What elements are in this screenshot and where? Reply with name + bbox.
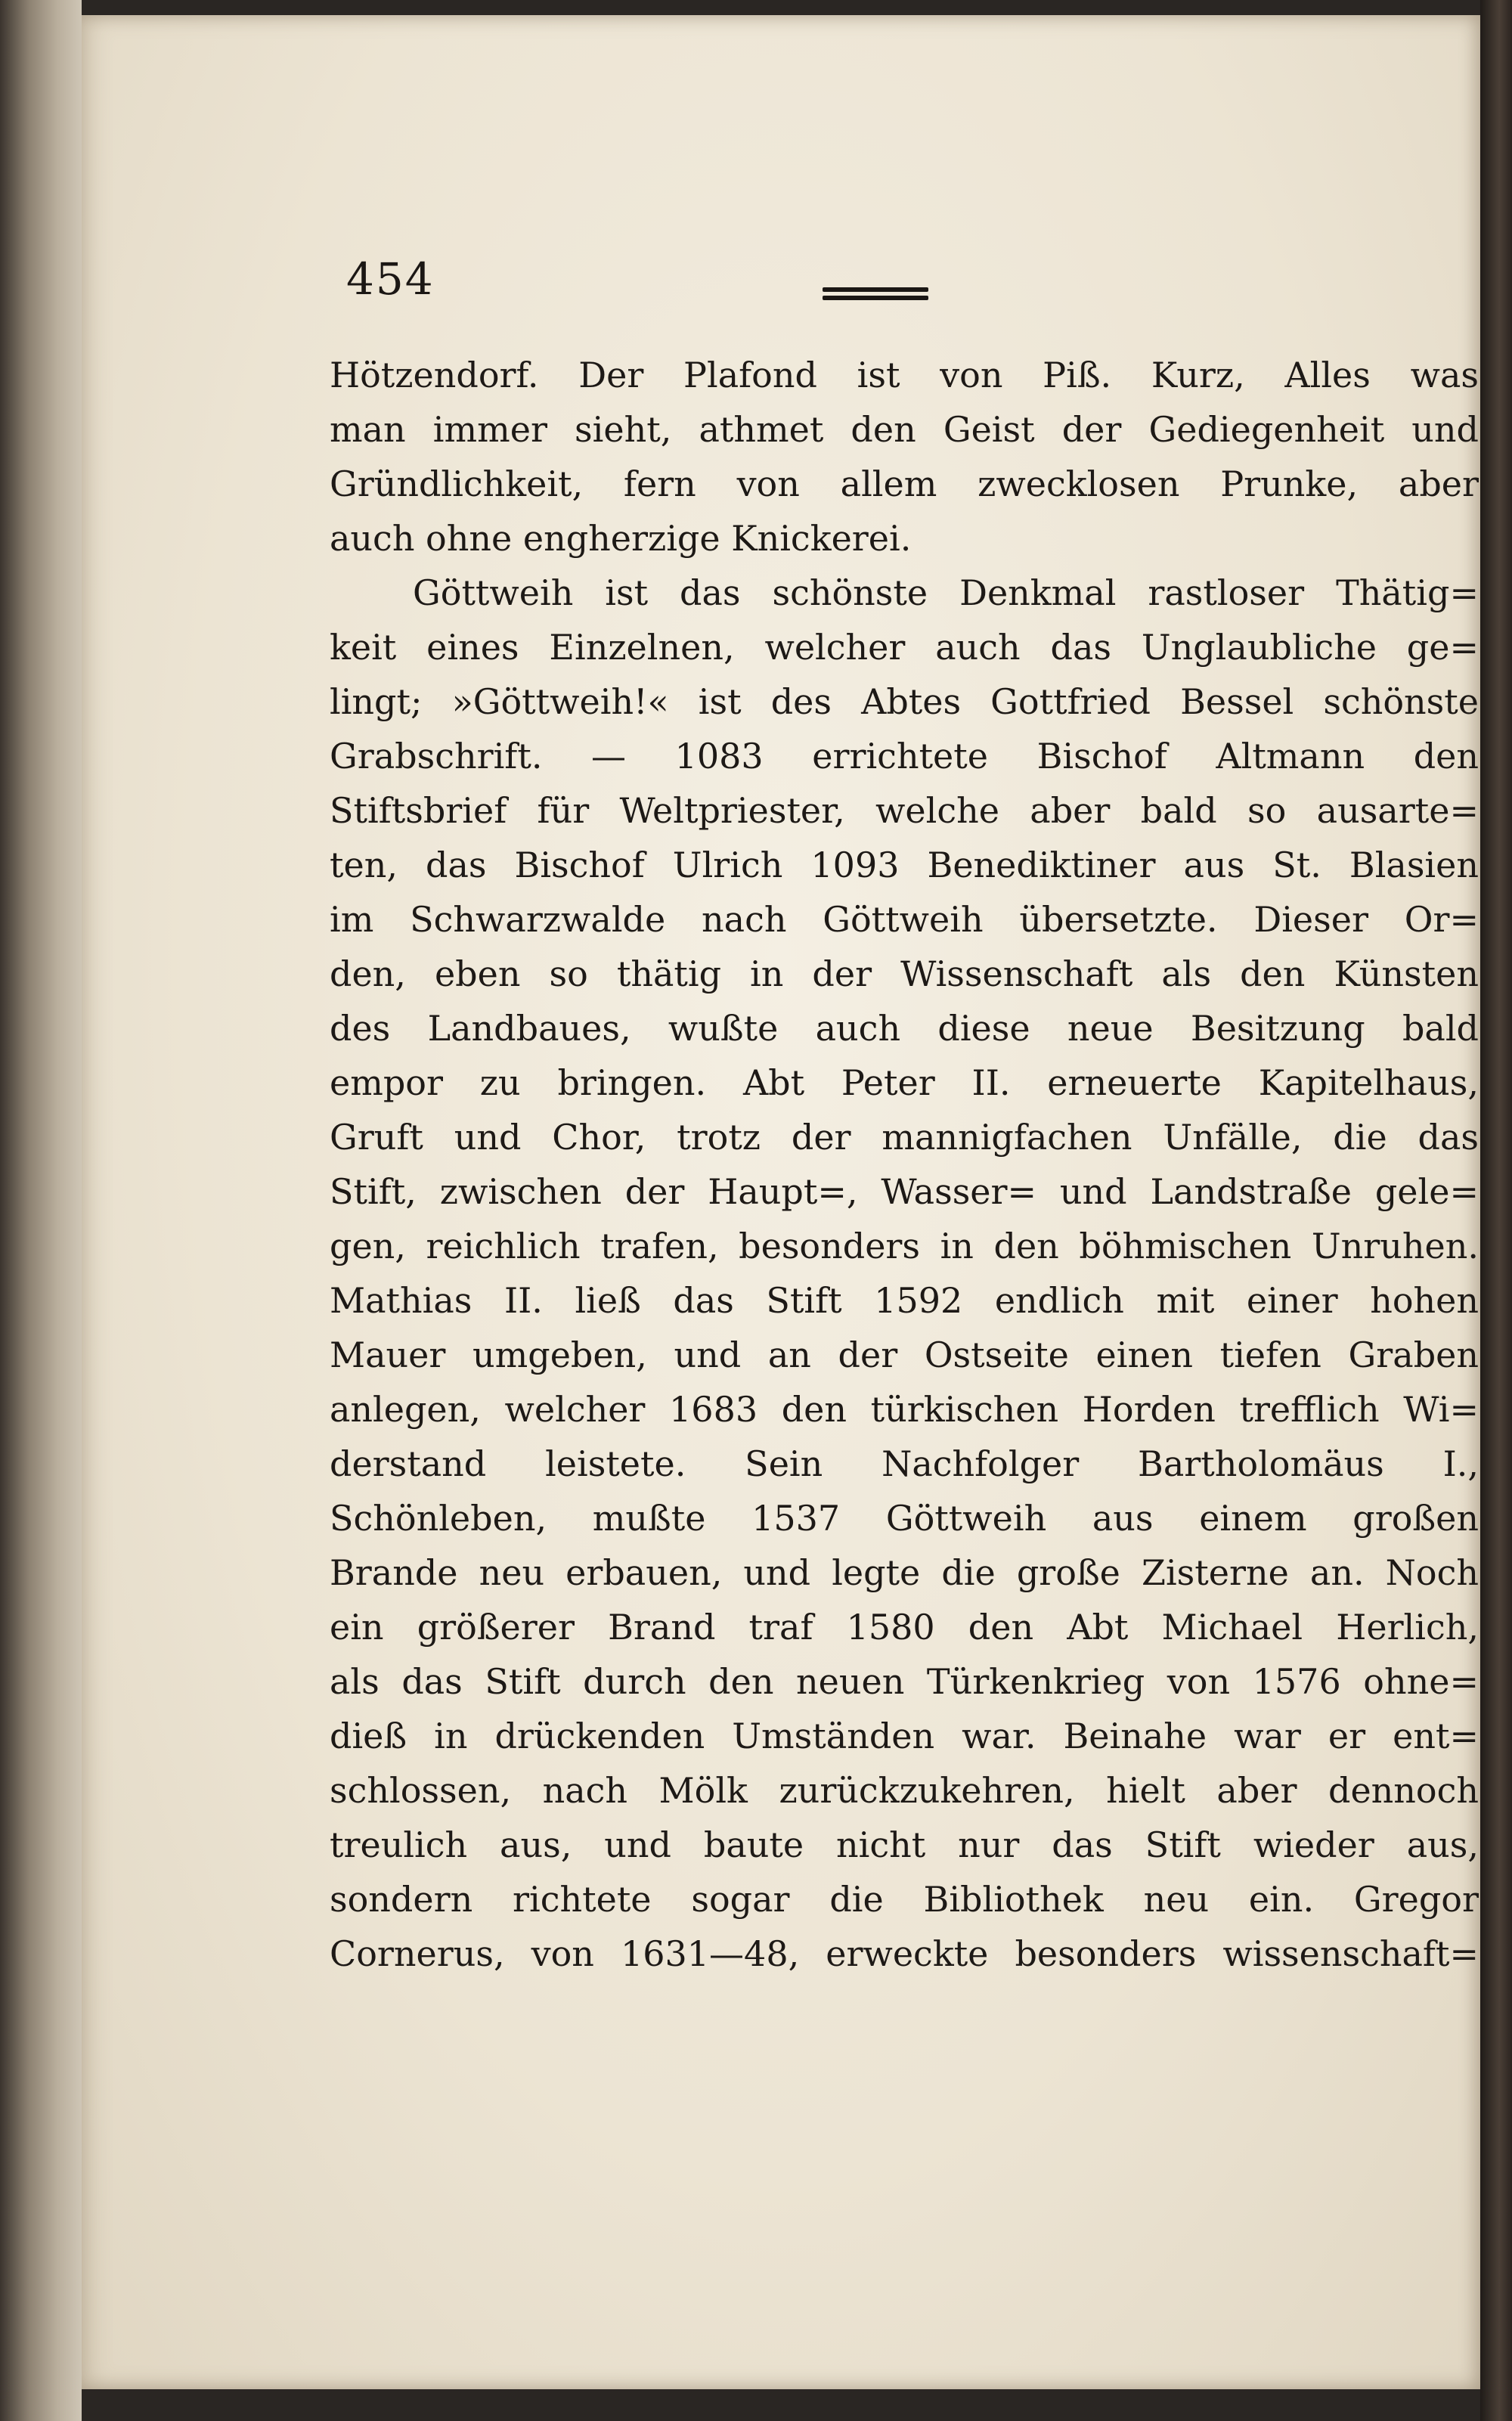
text-line: anlegen, welcher 1683 den türkischen Horden trefflich Wi=: [330, 1389, 1479, 1430]
text-line: Hötzendorf. Der Plafond ist von Piß. Kurz, Alles was: [330, 355, 1479, 395]
text-line: treulich aus, und baute nicht nur das Stift wieder aus,: [330, 1824, 1479, 1865]
text-line: gen, reichlich trafen, besonders in den böhmischen Unruhen.: [330, 1226, 1479, 1266]
text-line: dieß in drückenden Umständen war. Beinahe war er ent=: [330, 1716, 1479, 1756]
text-line: Grabschrift. — 1083 errichtete Bischof Altmann den: [330, 736, 1479, 777]
text-line: auch ohne engherzige Knickerei.: [330, 518, 912, 559]
text-line: lingt; »Göttweih!« ist des Abtes Gottfried Bessel schönste: [330, 681, 1479, 722]
book-cover-edge: [1480, 0, 1512, 2421]
text-line: sondern richtete sogar die Bibliothek neu ein. Gregor: [330, 1879, 1479, 1920]
text-line: Mauer umgeben, und an der Ostseite einen tiefen Graben: [330, 1334, 1479, 1375]
book-page-edge: [0, 0, 82, 2421]
text-line: Stift, zwischen der Haupt=, Wasser= und Landstraße gele=: [330, 1171, 1479, 1212]
text-line: Gründlichkeit, fern von allem zwecklosen Prunke, aber: [330, 463, 1479, 504]
header-rule: [823, 287, 928, 304]
text-line: Mathias II. ließ das Stift 1592 endlich mit einer hohen: [330, 1280, 1479, 1321]
text-line: Brande neu erbauen, und legte die große Zisterne an. Noch: [330, 1552, 1479, 1593]
text-line: des Landbaues, wußte auch diese neue Besitzung bald: [330, 1008, 1479, 1049]
text-line: derstand leistete. Sein Nachfolger Bartholomäus I.,: [330, 1443, 1479, 1484]
book-page: [82, 15, 1480, 2389]
text-line: keit eines Einzelnen, welcher auch das Unglaubliche ge=: [330, 627, 1479, 668]
text-line: den, eben so thätig in der Wissenschaft als den Künsten: [330, 953, 1479, 994]
text-line: im Schwarzwalde nach Göttweih übersetzte. Dieser Or=: [330, 899, 1479, 940]
text-line: ten, das Bischof Ulrich 1093 Benediktiner aus St. Blasien: [330, 845, 1479, 885]
text-line: Stiftsbrief für Weltpriester, welche aber bald so ausarte=: [330, 790, 1479, 831]
text-line: Schönleben, mußte 1537 Göttweih aus einem großen: [330, 1498, 1479, 1539]
body-text: [330, 348, 1479, 1981]
text-line: als das Stift durch den neuen Türkenkrieg von 1576 ohne=: [330, 1661, 1479, 1702]
text-line: Gruft und Chor, trotz der mannigfachen Unfälle, die das: [330, 1117, 1479, 1158]
text-line: empor zu bringen. Abt Peter II. erneuerte Kapitelhaus,: [330, 1062, 1479, 1103]
text-line: schlossen, nach Mölk zurückzukehren, hielt aber dennoch: [330, 1770, 1479, 1811]
text-line: Göttweih ist das schönste Denkmal rastloser Thätig=: [413, 572, 1479, 613]
text-line: man immer sieht, athmet den Geist der Gediegenheit und: [330, 409, 1479, 450]
page-number: 454: [346, 253, 435, 305]
text-line: ein größerer Brand traf 1580 den Abt Michael Herlich,: [330, 1607, 1479, 1648]
text-line: Cornerus, von 1631—48, erweckte besonders wissenschaft=: [330, 1933, 1479, 1974]
